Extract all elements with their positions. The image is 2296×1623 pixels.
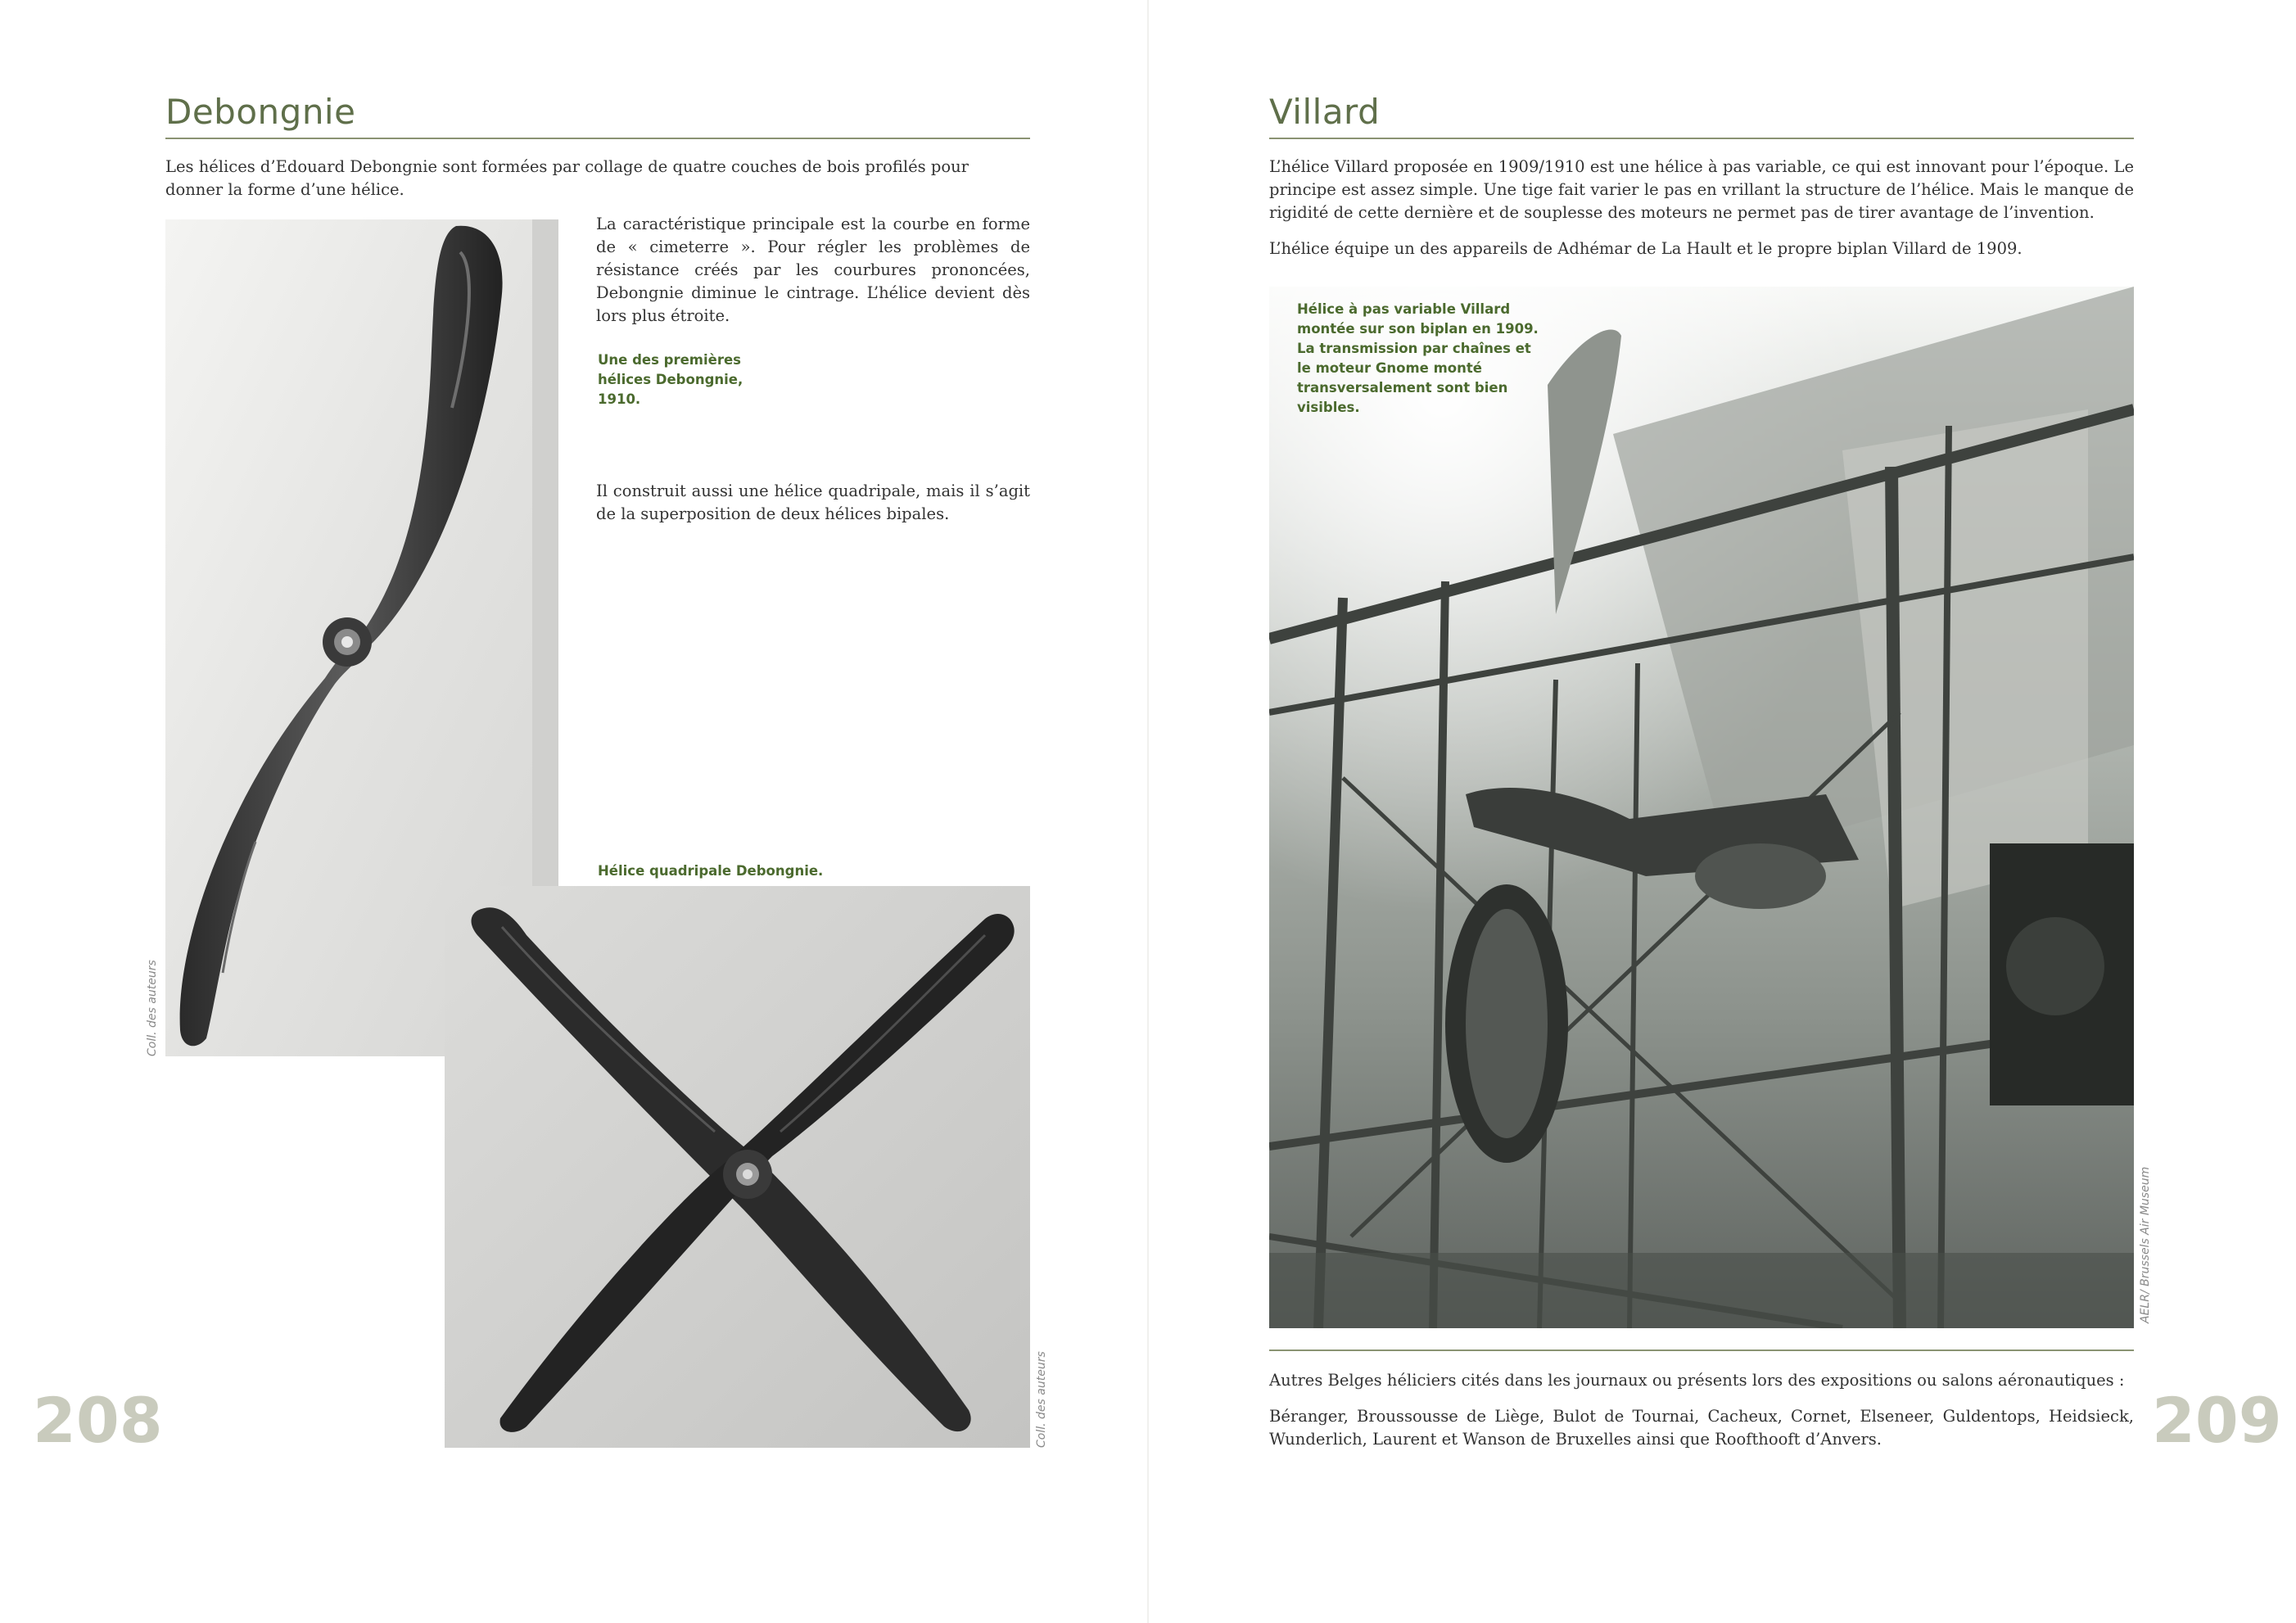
caption-early-propeller: Une des premières hélices Debongnie, 1910. [598, 352, 743, 407]
debongnie-paragraph-1: La caractéristique principale est la courbe en forme de « cimeterre ». Pour régler les problèmes de résistance créés par les courbures prononcées, Debongnie diminue le cintrage. L’hélice devient dès lors plus étroite. [596, 215, 1030, 325]
caption-four-blade-propeller: Hélice quadripale Debongnie. [598, 863, 824, 879]
villard-heading-rule [1269, 138, 2134, 139]
page-gutter [1147, 0, 1149, 1623]
credit-photo-1: Coll. des auteurs [146, 960, 159, 1056]
credit-photo-2: Coll. des auteurs [1035, 1351, 1048, 1448]
photo-villard-biplane [1269, 287, 2134, 1328]
other-propeller-makers-intro: Autres Belges héliciers cités dans les journaux ou présents lors des expositions ou salons aéronautiques : [1269, 1371, 2125, 1390]
villard-paragraph-2: L’hélice équipe un des appareils de Adhémar de La Hault et le propre biplan Villard de 1909. [1269, 239, 2023, 258]
debongnie-heading: Debongnie [165, 92, 356, 132]
debongnie-intro: Les hélices d’Edouard Debongnie sont formées par collage de quatre couches de bois profilés pour donner la forme d’une hélice. [165, 157, 969, 199]
page-number-right: 209 [2152, 1384, 2282, 1457]
caption-villard-propeller: Hélice à pas variable Villard montée sur son biplan en 1909. La transmission par chaînes et le moteur Gnome monté transversalement sont bien visibles. [1297, 301, 1539, 415]
photo-debongnie-four-blade-propeller [445, 886, 1030, 1448]
bottom-rule [1269, 1349, 2134, 1351]
villard-heading: Villard [1269, 92, 1381, 132]
page-number-left: 208 [33, 1384, 163, 1457]
villard-paragraph-1: L’hélice Villard proposée en 1909/1910 est une hélice à pas variable, ce qui est innovant pour l’époque. Le principe est assez simple. Une tige fait varier le pas en vrillant la structure de l’hélice. Mais le manque de rigidité de cette dernière et de souplesse des moteurs ne permet pas de tirer avantage de l’invention. [1269, 157, 2134, 222]
credit-photo-3: AELR/ Brussels Air Museum [2139, 1166, 2152, 1323]
debongnie-heading-rule [165, 138, 1030, 139]
other-propeller-makers-list: Béranger, Broussousse de Liège, Bulot de Tournai, Cacheux, Cornet, Elseneer, Guldentops, Heidsieck, Wunderlich, Laurent et Wanson de Bruxelles ainsi que Roofthooft d’Anvers. [1269, 1407, 2134, 1449]
debongnie-paragraph-2: Il construit aussi une hélice quadripale, mais il s’agit de la superposition de deux hélices bipales. [596, 481, 1030, 523]
